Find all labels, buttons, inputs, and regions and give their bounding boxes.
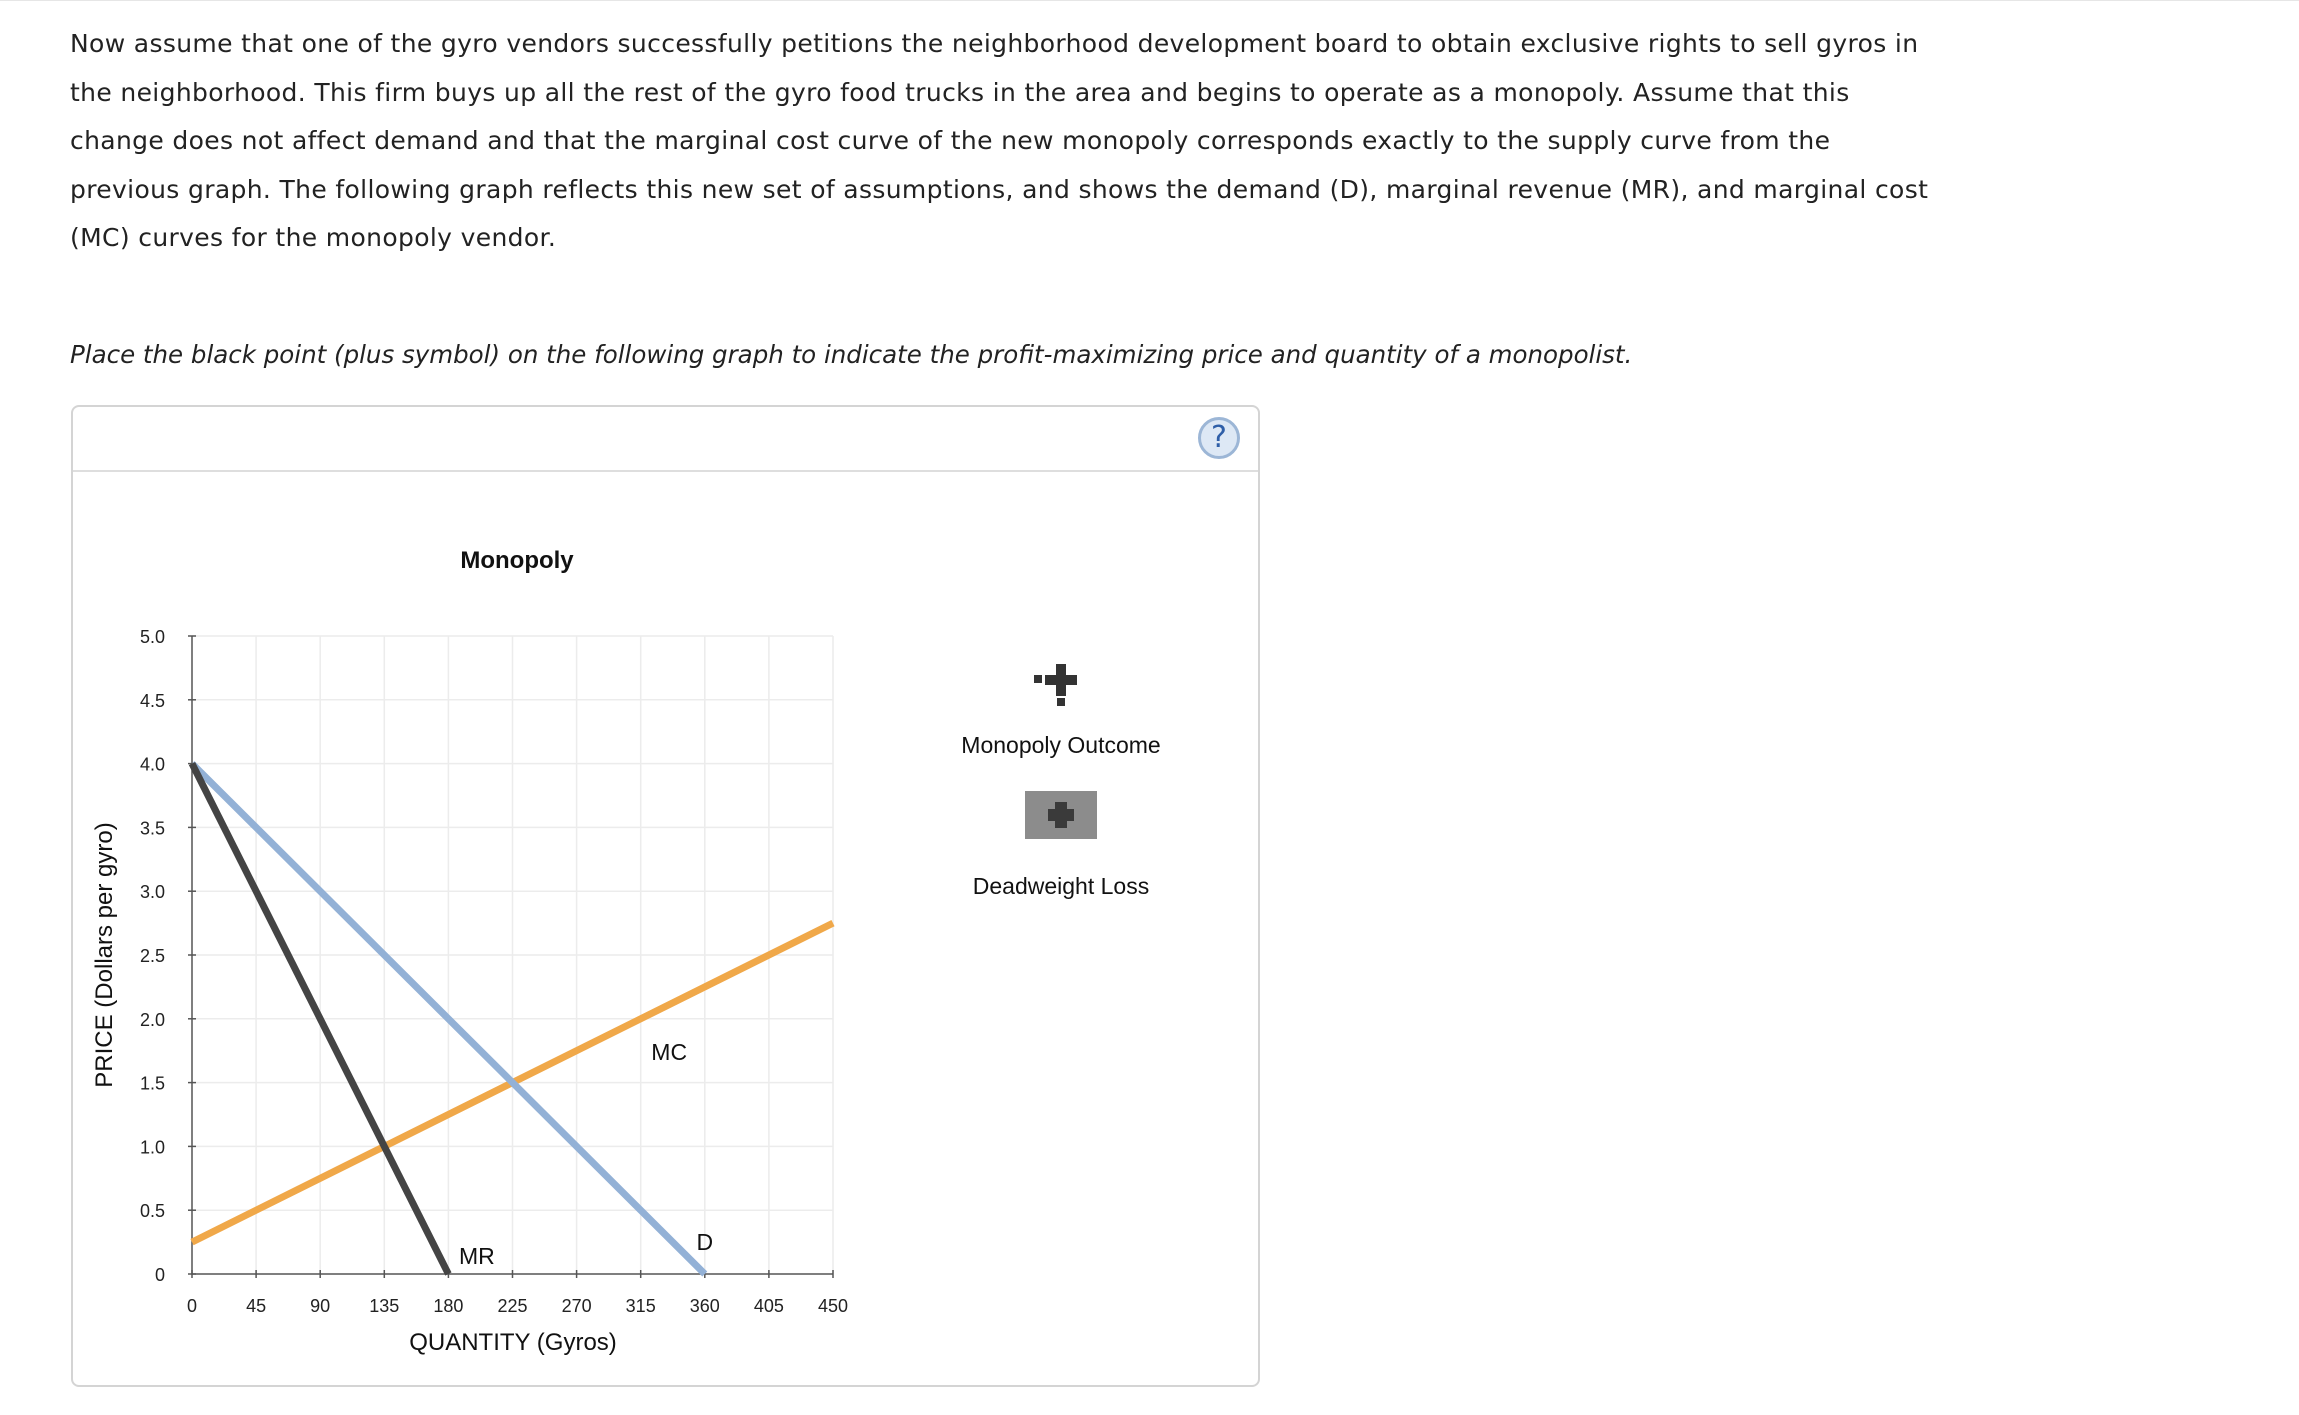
question-icon: ? bbox=[1211, 420, 1227, 455]
y-tick-label: 0.5 bbox=[139, 1201, 165, 1222]
y-tick-label: 1.5 bbox=[139, 1073, 165, 1094]
y-tick-label: 4.0 bbox=[139, 754, 165, 775]
intro-paragraph: Now assume that one of the gyro vendors successfully petitions the neighborhood development board to obtain exclusive rights to sell gyros in the neighborhood. This firm buys up all the rest of the gyro food trucks in the area and begins to operate as a monopoly. Assume that this change does not affect demand and that the marginal cost curve of the new monopoly corresponds exactly to the supply curve from the previous graph. The following graph reflects this new set of assumptions, and shows the demand (D), marginal revenue (MR), and marginal cost (MC) curves for the monopoly vendor. bbox=[70, 29, 1929, 252]
y-tick-label: 1.0 bbox=[139, 1137, 165, 1158]
x-tick-label: 45 bbox=[246, 1296, 267, 1316]
chart-title: Monopoly bbox=[460, 547, 574, 574]
instruction-text: Place the black point (plus symbol) on the following graph to indicate the profit-maximizing price and quantity of a monopolist. bbox=[70, 340, 1633, 369]
x-tick-label: 315 bbox=[625, 1296, 656, 1316]
x-axis-label: QUANTITY (Gyros) bbox=[409, 1329, 617, 1356]
x-tick-label: 450 bbox=[817, 1296, 849, 1316]
y-axis-label: PRICE (Dollars per gyro) bbox=[91, 822, 118, 1088]
monopoly-outcome-tool[interactable] bbox=[1034, 664, 1077, 706]
plus-icon-dot-bottom bbox=[1057, 698, 1065, 706]
x-tick-label: 270 bbox=[561, 1296, 592, 1316]
x-tick-label: 405 bbox=[753, 1296, 784, 1316]
y-tick-label: 5.0 bbox=[139, 627, 165, 647]
x-tick-label: 135 bbox=[369, 1296, 400, 1316]
y-tick-label: 0 bbox=[154, 1265, 165, 1285]
legend-deadweight-loss-label: Deadweight Loss bbox=[972, 873, 1150, 899]
curve-label-mc: MC bbox=[651, 1039, 688, 1065]
y-tick-label: 3.5 bbox=[139, 818, 165, 839]
y-tick-label: 2.5 bbox=[139, 946, 165, 966]
deadweight-loss-tool[interactable] bbox=[1025, 791, 1097, 839]
x-tick-label: 180 bbox=[433, 1296, 464, 1316]
curve-label-mr: MR bbox=[458, 1243, 495, 1269]
plus-icon bbox=[1025, 791, 1097, 839]
x-tick-label: 0 bbox=[186, 1296, 198, 1316]
legend-monopoly-outcome-label: Monopoly Outcome bbox=[961, 732, 1161, 758]
y-tick-label: 4.5 bbox=[139, 690, 165, 711]
plus-icon-dot-left bbox=[1034, 675, 1042, 683]
y-tick-label: 3.0 bbox=[139, 882, 165, 903]
plus-icon-horizontal bbox=[1045, 675, 1077, 685]
x-tick-label: 225 bbox=[497, 1296, 528, 1316]
x-tick-label: 90 bbox=[310, 1296, 331, 1316]
y-tick-label: 2.0 bbox=[139, 1009, 165, 1030]
x-tick-label: 360 bbox=[689, 1296, 720, 1316]
curve-label-d: D bbox=[696, 1229, 714, 1255]
